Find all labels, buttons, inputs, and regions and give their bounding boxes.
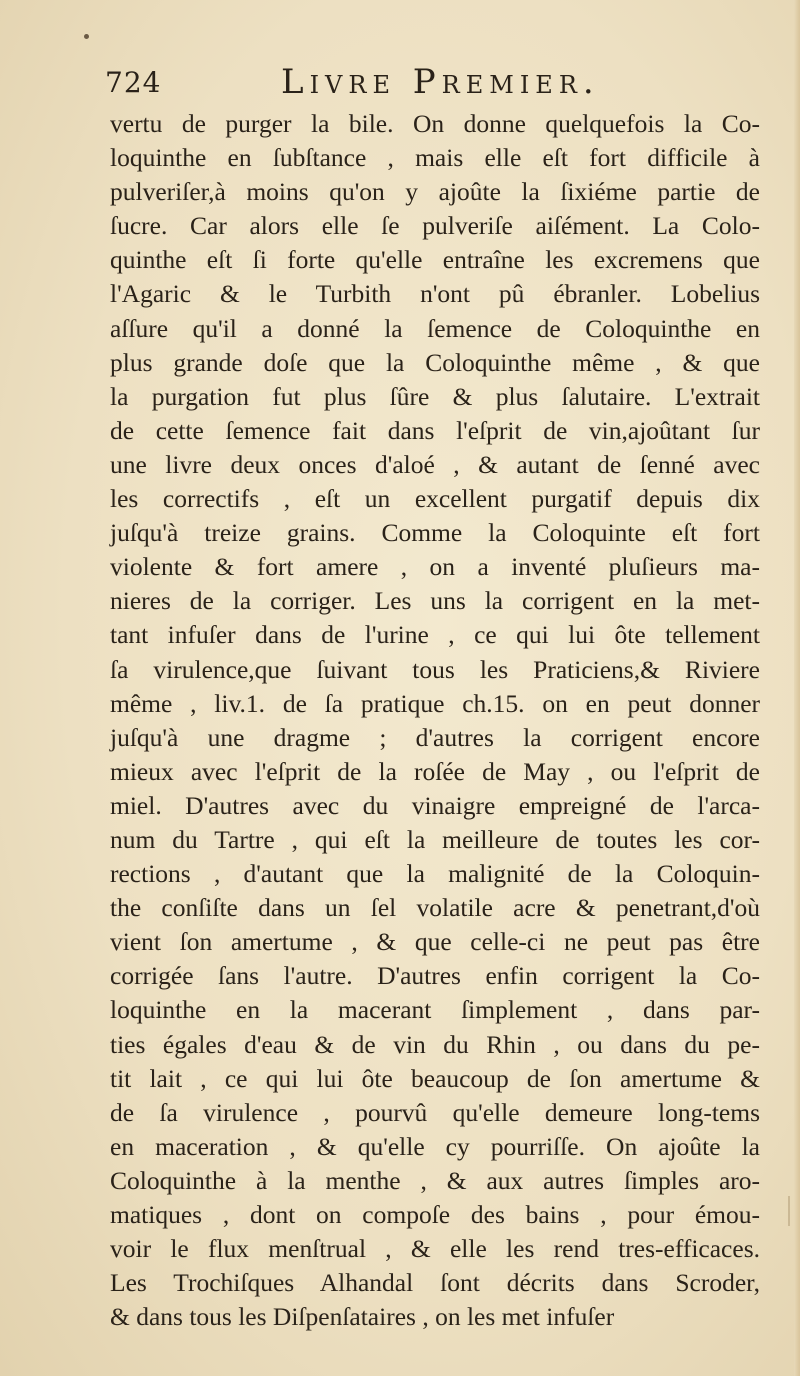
text-line: violente & fort amere , on a inventé pluſieurs ma- — [110, 552, 760, 582]
page-number: 724 — [105, 66, 162, 99]
text-line: rections , d'autant que la malignité de la Coloquin- — [110, 859, 760, 889]
text-line: mieux avec l'eſprit de la roſée de May , ou l'eſprit de — [110, 756, 760, 786]
text-line: vertu de purger la bile. On donne quelquefois la Co- — [110, 109, 760, 138]
margin-mark — [788, 1196, 790, 1226]
text-line: the conſiſte dans un ſel volatile acre & penetrant,d'où — [110, 893, 760, 923]
text-line: corrigée ſans l'autre. D'autres enfin corrigent la Co- — [110, 961, 760, 991]
text-line: juſqu'à treize grains. Comme la Coloquinte eſt fort — [110, 518, 760, 548]
text-line: les correctifs , eſt un excellent purgatif depuis dix — [110, 484, 760, 514]
text-line: pulveriſer,à moins qu'on y ajoûte la ſixiéme partie de — [110, 177, 760, 207]
text-line: plus grande doſe que la Coloquinthe même , & que — [110, 347, 760, 377]
text-line: quinthe eſt ſi forte qu'elle entraîne les excremens que — [110, 245, 760, 275]
text-line: miel. D'autres avec du vinaigre empreigné de l'arca- — [110, 790, 760, 820]
text-line: nieres de la corriger. Les uns la corrigent en la met- — [110, 586, 760, 616]
page-edge — [794, 0, 800, 1376]
text-line: vient ſon amertume , & que celle-ci ne peut pas être — [110, 927, 760, 957]
text-line: loquinthe en ſubſtance , mais elle eſt fort difficile à — [110, 143, 760, 173]
text-line: voir le flux menſtrual , & elle les rend tres-efficaces. — [110, 1234, 760, 1264]
text-line: ſa virulence,que ſuivant tous les Praticiens,& Riviere — [110, 654, 760, 684]
running-title: Livre Premier. — [281, 62, 600, 102]
text-line: & dans tous les Diſpenſataires , on les met infuſer — [110, 1302, 615, 1332]
text-line: de cette ſemence fait dans l'eſprit de vin,ajoûtant ſur — [110, 415, 760, 445]
text-line: aſſure qu'il a donné la ſemence de Coloquinthe en — [110, 313, 760, 343]
body-text — [110, 107, 760, 1334]
text-line: Les Trochiſques Alhandal ſont décrits dans Scroder, — [110, 1268, 760, 1298]
text-line: en maceration , & qu'elle cy pourriſſe. On ajoûte la — [110, 1131, 760, 1161]
text-line: juſqu'à une dragme ; d'autres la corrigent encore — [110, 722, 760, 752]
text-line: de ſa virulence , pourvû qu'elle demeure long-tems — [110, 1097, 760, 1127]
text-line: matiques , dont on compoſe des bains , pour émou- — [110, 1200, 760, 1229]
text-line: tant infuſer dans de l'urine , ce qui lui ôte tellement — [110, 620, 760, 650]
ink-speck — [84, 34, 89, 39]
text-line: Coloquinthe à la menthe , & aux autres ſimples aro- — [110, 1165, 760, 1195]
text-line: la purgation fut plus ſûre & plus ſalutaire. L'extrait — [110, 381, 760, 411]
page-header — [105, 62, 745, 106]
text-line: même , liv.1. de ſa pratique ch.15. on en peut donner — [110, 688, 760, 718]
text-line: ſucre. Car alors elle ſe pulveriſe aiſément. La Colo- — [110, 211, 760, 241]
text-line: loquinthe en la macerant ſimplement , dans par- — [110, 995, 760, 1025]
text-line: tit lait , ce qui lui ôte beaucoup de ſon amertume & — [110, 1063, 760, 1093]
text-line: l'Agaric & le Turbith n'ont pû ébranler. Lobelius — [110, 279, 760, 309]
text-line: ties égales d'eau & de vin du Rhin , ou dans du pe- — [110, 1029, 760, 1059]
text-line: num du Tartre , qui eſt la meilleure de toutes les cor- — [110, 824, 760, 854]
text-line: une livre deux onces d'aloé , & autant de ſenné avec — [110, 449, 760, 479]
